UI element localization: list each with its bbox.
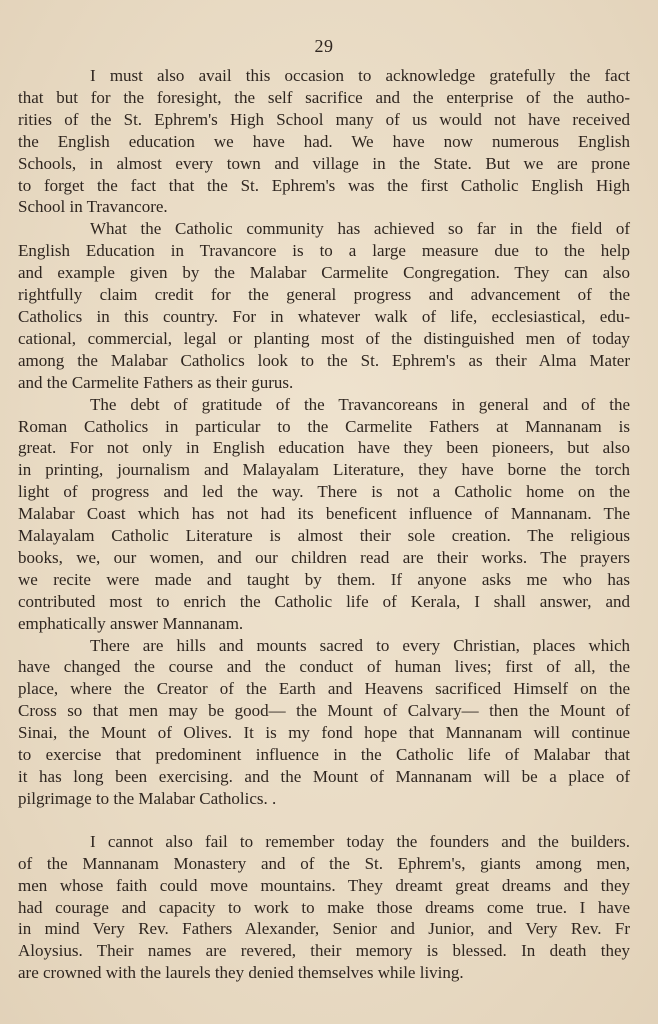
text-line: Roman Catholics in particular to the Carmelite Fathers at Mannanam is xyxy=(18,416,630,436)
text-line: Sinai, the Mount of Olives. It is my fond hope that Mannanam will continue xyxy=(18,723,630,743)
text-line: in printing, journalism and Malayalam Literature, they have borne the torch xyxy=(18,460,630,480)
text-line: Malayalam Catholic Literature is almost their sole creation. The religious xyxy=(18,526,630,546)
text-line: had courage and capacity to work to make those dreams come true. I have xyxy=(18,897,630,917)
text-line: The debt of gratitude of the Travancoreans in general and of the xyxy=(90,394,630,414)
paragraph-4 xyxy=(18,635,630,810)
text-line: in mind Very Rev. Fathers Alexander, Senior and Junior, and Very Rev. Fr xyxy=(18,919,630,939)
text-line: are crowned with the laurels they denied themselves while living. xyxy=(18,963,464,983)
text-line: emphatically answer Mannanam. xyxy=(18,613,244,633)
paragraph-2 xyxy=(18,218,630,393)
text-line: Schools, in almost every town and village in the State. But we are prone xyxy=(18,153,630,173)
text-line: pilgrimage to the Malabar Catholics. . xyxy=(18,788,277,808)
text-line: great. For not only in English education have they been pioneers, but also xyxy=(18,438,630,458)
text-line: of the Mannanam Monastery and of the St. Ephrem's, giants among men, xyxy=(18,853,630,873)
text-line: rightfully claim credit for the general progress and advancement of the xyxy=(18,285,630,305)
text-line: have changed the course and the conduct of human lives; first of all, the xyxy=(18,657,630,677)
text-line: the English education we have had. We have now numerous English xyxy=(18,131,630,151)
paragraph-spacer xyxy=(18,810,630,831)
paragraph-1 xyxy=(18,65,630,218)
text-line: Aloysius. Their names are revered, their memory is blessed. In death they xyxy=(18,941,630,961)
text-line: There are hills and mounts sacred to every Christian, places which xyxy=(90,635,630,655)
text-line: What the Catholic community has achieved so far in the field of xyxy=(90,219,630,239)
text-line: we recite were made and taught by them. If anyone asks me who has xyxy=(18,569,630,589)
text-line: I cannot also fail to remember today the founders and the builders. xyxy=(90,831,630,851)
paragraph-5 xyxy=(18,831,630,984)
text-line: contributed most to enrich the Catholic life of Kerala, I shall answer, and xyxy=(18,591,630,611)
text-line: place, where the Creator of the Earth and Heavens sacrificed Himself on the xyxy=(18,679,630,699)
text-line: men whose faith could move mountains. They dreamt great dreams and they xyxy=(18,875,630,895)
text-line: to exercise that predominent influence in the Catholic life of Malabar that xyxy=(18,745,630,765)
paragraph-3 xyxy=(18,394,630,635)
text-line: School in Travancore. xyxy=(18,197,168,217)
text-line: it has long been exercising. and the Mount of Mannanam will be a place of xyxy=(18,767,630,786)
text-line: books, we, our women, and our children read are their works. The prayers xyxy=(18,547,630,567)
text-line: to forget the fact that the St. Ephrem's was the first Catholic English High xyxy=(18,175,630,195)
text-line: I must also avail this occasion to acknowledge gratefully the fact xyxy=(90,66,630,85)
text-line: and example given by the Malabar Carmelite Congregation. They can also xyxy=(18,263,630,283)
text-line: English Education in Travancore is to a large measure due to the help xyxy=(18,241,630,261)
text-line: light of progress and led the way. There is not a Catholic home on the xyxy=(18,482,630,502)
text-line: among the Malabar Catholics look to the St. Ephrem's as their Alma Mater xyxy=(18,350,630,370)
page-number: 29 xyxy=(314,36,334,56)
text-line: cational, commercial, legal or planting most of the distinguished men of today xyxy=(18,328,630,348)
text-line: Catholics in this country. For in whatever walk of life, ecclesiastical, edu- xyxy=(18,306,630,326)
text-line: Malabar Coast which has not had its beneficent influence of Mannanam. The xyxy=(18,504,630,524)
text-line: and the Carmelite Fathers as their gurus. xyxy=(18,372,294,392)
text-line: rities of the St. Ephrem's High School many of us would not have received xyxy=(18,109,630,129)
text-line: Cross so that men may be good— the Mount of Calvary— then the Mount of xyxy=(18,701,630,721)
text-line: that but for the foresight, the self sacrifice and the enterprise of the autho- xyxy=(18,87,630,107)
